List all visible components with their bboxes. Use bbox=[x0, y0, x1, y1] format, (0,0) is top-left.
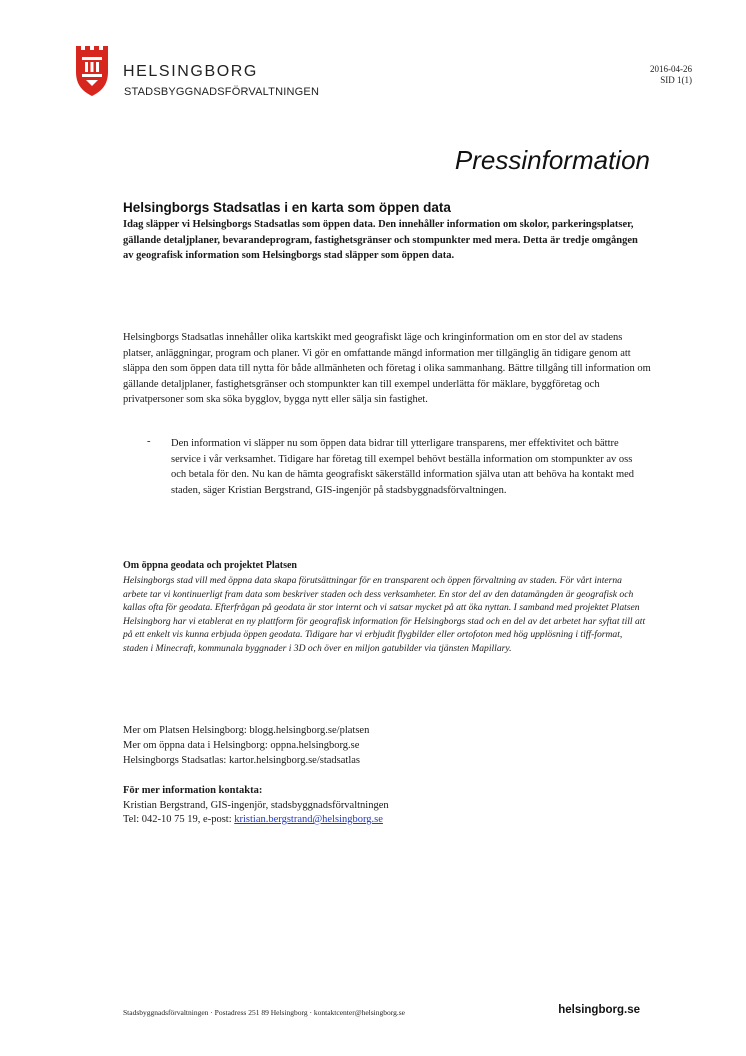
quote-paragraph: Den information vi släpper nu som öppen data bidrar till ytterligare transparens, mer effektivitet och bättre service i vår verksamhet. Tidigare har företag till exempel behövt beställa information om stompunkter av oss och betala för den. Nu kan de hämta geografiskt säkerställd information själva utan att behöva ha kontakt med staden, säger Kristian Bergstrand, GIS-ingenjör på stadsbyggnadsförvaltningen. bbox=[171, 438, 635, 496]
department-name: STADSBYGGNADSFÖRVALTNINGEN bbox=[124, 86, 320, 98]
press-headline: Helsingborgs Stadsatlas i en karta som öppen data bbox=[123, 200, 451, 215]
about-heading: Om öppna geodata och projektet Platsen bbox=[123, 560, 297, 571]
document-meta bbox=[650, 64, 692, 86]
helsingborg-logo-icon bbox=[74, 44, 110, 98]
link-platsen: Mer om Platsen Helsingborg: blogg.helsingborg.se/platsen bbox=[123, 725, 370, 736]
body-paragraph: Helsingborgs Stadsatlas innehåller olika kartskikt med geografiskt läge och kringinformation om en stor del av stadens platser, anläggningar, program och planer. Vi gör en omfattande mängd information mer tillgänglig än tidigare genom att släppa den som öppen data till nytta för både allmänheten och företag i olika sammanhang. Bättre tillgång till information om gällande detaljplaner, fastighetsgränser och stompunkter kan till exempel underlätta för mäklare, byggföretag och privatpersoner som ska söka bygglov, bygga nytt eller sälja sin fastighet. bbox=[123, 332, 651, 406]
contact-phone-line bbox=[123, 813, 389, 828]
contact-heading: För mer information kontakta: bbox=[123, 785, 263, 796]
footer-address: Stadsbyggnadsförvaltningen · Postadress 251 89 Helsingborg · kontaktcenter@helsingborg.se bbox=[123, 1008, 406, 1017]
document-type-title: Pressinformation bbox=[454, 145, 650, 175]
link-stadsatlas: Helsingborgs Stadsatlas: kartor.helsingborg.se/stadsatlas bbox=[123, 755, 361, 766]
contact-name: Kristian Bergstrand, GIS-ingenjör, stadsbyggnadsförvaltningen bbox=[123, 799, 389, 811]
lead-paragraph: Idag släpper vi Helsingborgs Stadsatlas som öppen data. Den innehåller information om skolor, parkeringsplatser, gällande detaljplaner, bevarandeprogram, fastighetsgränser och stompunkter med mera. Detta är tredje omgången av geografisk information som Helsingborgs stad släpper som öppen data. bbox=[123, 219, 638, 262]
organization-name: HELSINGBORG bbox=[123, 63, 258, 80]
info-links bbox=[123, 723, 369, 768]
about-paragraph: Helsingborgs stad vill med öppna data skapa förutsättningar för en transparent och öppen förvaltning av staden. För vårt interna arbete tar vi kontinuerligt fram data som beskriver staden och dess verksamheter. En stor del av den datamängden är geografisk och kallas ofta för geodata. Efterfrågan på geodata är stor internt och vi satsar mycket på att öka nyttan. I samband med projektet Platsen Helsingborg har vi etablerat en ny plattform för geografisk information för Helsingborgs stad och en del av det arbetet har syftat till att på ett enkelt vis kunna erbjuda öppen geodata. Tidigare har vi erbjudit flygbilder eller ortofoton med hög upplösning i tiff-format, staden i Minecraft, kommunala byggnader i 3D och över en miljon gatubilder via tjänsten Mapillary. bbox=[123, 575, 646, 654]
contact-phone: Tel: 042-10 75 19, e-post: bbox=[123, 814, 235, 825]
link-open-data: Mer om öppna data i Helsingborg: oppna.helsingborg.se bbox=[123, 740, 360, 751]
document-date: 2016-04-26 bbox=[650, 64, 692, 74]
page-number: SID 1(1) bbox=[660, 75, 692, 85]
contact-block bbox=[123, 784, 389, 828]
footer-website: helsingborg.se bbox=[558, 1004, 640, 1016]
contact-email-link[interactable]: kristian.bergstrand@helsingborg.se bbox=[234, 814, 383, 825]
quote-bullet: - bbox=[147, 436, 151, 447]
